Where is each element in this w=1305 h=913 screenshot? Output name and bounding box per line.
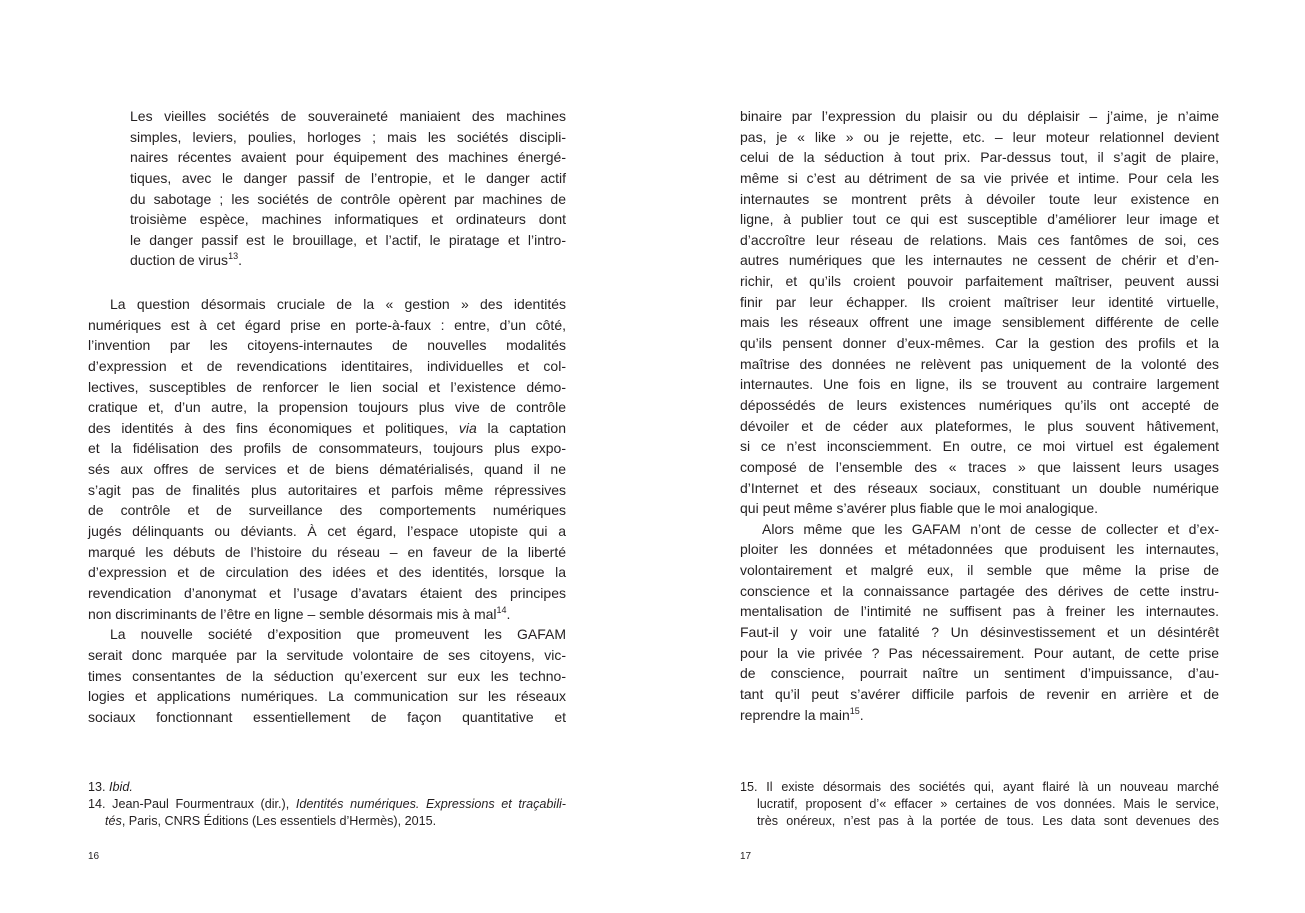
page-number-left: 16 (88, 851, 100, 862)
text-line (740, 796, 1219, 813)
text: troisième espèce, machines informatiques et ordinateurs dont (130, 211, 566, 228)
left-footnotes (88, 779, 566, 830)
text: des identités à des fins économiques et politiques, (88, 419, 459, 436)
text-line (88, 397, 566, 418)
text: mentalisation de l’intimité ne suffisent pas à freiner les internautes. (740, 603, 1219, 620)
text: de contrôle et de surveillance des comportements numériques (88, 502, 566, 519)
text: sociaux fonctionnant essentiellement de façon quantitative et (88, 708, 566, 725)
text: duction de virus (130, 252, 229, 269)
text-line (130, 106, 566, 127)
text: marqué les débuts de l’histoire du réseau – en faveur de la liberté (88, 543, 566, 560)
text: maîtrise des données ne relèvent pas uniquement de la volonté des (740, 355, 1219, 372)
italic-text: Identités numériques. Expressions et traçabili- (295, 797, 566, 811)
text-line (740, 292, 1219, 313)
text: 14. Jean-Paul Fourmentraux (dir.), (88, 797, 296, 811)
text-line (88, 377, 566, 398)
text: richir, et qu’ils croient pouvoir parfaitement maîtriser, peuvent aussi (740, 273, 1219, 290)
italic-text: tés (105, 814, 122, 828)
text: mais les réseaux offrent une image sensiblement différente de celle (740, 314, 1219, 331)
text: ploiter les données et métadonnées que produisent les internautes, (740, 541, 1219, 558)
text-line (88, 779, 566, 796)
text-line (88, 796, 566, 813)
page-number-right: 17 (740, 851, 752, 862)
text: revendication d’anonymat et l’usage d’avatars étaient des principes (88, 584, 566, 601)
right-footnotes (740, 779, 1219, 830)
text: reprendre la main (740, 706, 850, 723)
text: times consentantes de la séduction qu’exercent sur eux les techno- (88, 667, 566, 684)
text-line (88, 500, 566, 521)
footnote-ref: 15 (849, 705, 860, 716)
text-line (740, 779, 1219, 796)
text: 15. Il existe désormais des sociétés qui, ayant flairé là un nouveau marché (740, 780, 1219, 794)
left-body-text (88, 294, 566, 727)
text-line (740, 581, 1219, 602)
text-line (88, 356, 566, 377)
text-line (740, 519, 1219, 540)
text-line (88, 604, 566, 625)
text-line (740, 271, 1219, 292)
text: même si c’est au détriment de sa vie privée et intime. Pour cela les (740, 169, 1219, 186)
text: non discriminants de l’être en ligne – semble désormais mis à mal (88, 605, 497, 622)
text: , Paris, CNRS Éditions (Les essentiels d’Hermès), 2015. (121, 814, 437, 828)
text-line (740, 622, 1219, 643)
text-line (88, 294, 566, 315)
text-line (88, 813, 566, 830)
text: jugés délinquants ou déviants. À cet égard, l’espace utopiste qui a (88, 523, 566, 540)
text-line (740, 230, 1219, 251)
text: très onéreux, n’est pas à la portée de tous. Les data sont devenues des (757, 814, 1219, 828)
text-line (130, 209, 566, 230)
footnote-ref: 13 (228, 251, 239, 262)
text-line (740, 189, 1219, 210)
text-line (740, 127, 1219, 148)
text-line (88, 707, 566, 728)
text-line (88, 438, 566, 459)
text: dévoiler et de céder aux plateformes, le plus souvent hâtivement, (740, 417, 1219, 434)
text: celui de la séduction à tout prix. Par-dessus tout, il s’agit de plaire, (740, 149, 1219, 166)
footnote-ref: 14 (496, 604, 507, 615)
text-line (740, 663, 1219, 684)
text: dépossédés de leurs existences numériques qu’ils ont accepté de (740, 396, 1219, 413)
text: finir par leur échapper. Ils croient maîtriser leur identité virtuelle, (740, 293, 1219, 310)
text: pas, je « like » ou je rejette, etc. – leur moteur relationnel devient (740, 128, 1219, 145)
text-line (740, 250, 1219, 271)
text-line (740, 684, 1219, 705)
text: volontairement et malgré eux, il semble que même la prise de (740, 562, 1219, 579)
text-line (740, 539, 1219, 560)
text: . (238, 252, 242, 269)
text: internautes. Une fois en ligne, ils se trouvent au contraire largement (740, 376, 1219, 393)
text-line (88, 666, 566, 687)
italic-text: Ibid. (109, 780, 133, 794)
text-line (88, 418, 566, 439)
text: et la fidélisation des profils de consommateurs, toujours plus expo- (88, 440, 566, 457)
text-line (88, 335, 566, 356)
text: du sabotage ; les sociétés de contrôle opèrent par machines de (130, 190, 566, 207)
text-line (740, 560, 1219, 581)
text: qui peut même s’avérer plus fiable que le moi analogique. (740, 500, 1098, 517)
text: serait donc marquée par la servitude volontaire de ses citoyens, vic- (88, 646, 566, 663)
text: binaire par l’expression du plaisir ou du déplaisir – j’aime, je n’aime (740, 108, 1219, 124)
text: . (506, 605, 511, 622)
text: conscience et la connaissance partagée des dérives de cette instru- (740, 582, 1219, 599)
text-line (130, 189, 566, 210)
text: la captation (476, 419, 566, 436)
right-body-text (740, 106, 1219, 725)
text-line (740, 643, 1219, 664)
text-line (88, 645, 566, 666)
text: l’invention par les citoyens-internautes de nouvelles modalités (88, 337, 566, 354)
text: 13. (88, 780, 110, 794)
text-line (130, 147, 566, 168)
text-line (130, 250, 566, 271)
text-line (740, 436, 1219, 457)
text: lectives, susceptibles de renforcer le lien social et l’existence démo- (88, 378, 566, 395)
text: d’expression et de revendications identitaires, individuelles et col- (88, 357, 566, 374)
text-line (740, 705, 1219, 726)
text: . (859, 706, 864, 723)
text: s’agit pas de finalités plus autoritaires et parfois même répressives (88, 481, 566, 498)
text: simples, leviers, poulies, horloges ; mais les sociétés discipli- (130, 128, 566, 145)
text: cratique et, d’un autre, la propension toujours plus vive de contrôle (88, 399, 566, 416)
text-line (740, 312, 1219, 333)
text: lucratif, proposent d’« effacer » certaines de vos données. Mais le service, (757, 797, 1219, 811)
text: logies et applications numériques. La communication sur les réseaux (88, 688, 566, 705)
text-line (88, 562, 566, 583)
text-line (88, 583, 566, 604)
text: naires récentes avaient pour équipement des machines énergé- (130, 149, 566, 166)
text-line (740, 333, 1219, 354)
text-line (740, 416, 1219, 437)
text: tiques, avec le danger passif de l’entropie, et le danger actif (130, 169, 566, 186)
text: si ce n’est inconsciemment. En outre, ce moi virtuel est également (740, 438, 1219, 455)
text: sés aux offres de services et de biens dématérialisés, quand il ne (88, 461, 566, 478)
text: autres numériques que les internautes ne cessent de chérir et d’en- (740, 252, 1219, 269)
text-line (740, 354, 1219, 375)
text: numériques est à cet égard prise en porte-à-faux : entre, d’un côté, (88, 316, 566, 333)
text-line (88, 686, 566, 707)
text-line (740, 374, 1219, 395)
text-line (88, 459, 566, 480)
text: d’accroître leur réseau de relations. Mais ces fantômes de soi, ces (740, 231, 1219, 248)
text: tant qu’il peut s’avérer difficile parfois de revenir en arrière et de (740, 685, 1219, 702)
text-line (740, 601, 1219, 622)
text-line (740, 813, 1219, 830)
text: pour la vie privée ? Pas nécessairement. Pour autant, de cette prise (740, 644, 1219, 661)
text-line (740, 395, 1219, 416)
text: composé de l’ensemble des « traces » que laissent leurs usages (740, 458, 1219, 475)
text-line (740, 209, 1219, 230)
text: Faut-il y voir une fatalité ? Un désinvestissement et un désintérêt (740, 624, 1219, 641)
text-line (130, 127, 566, 148)
text: ligne, à publier tout ce qui est susceptible d’améliorer leur image et (740, 211, 1219, 228)
text: qu’ils pensent donner d’eux-mêmes. Car la gestion des profils et la (740, 335, 1219, 352)
text-line (130, 230, 566, 251)
text-line (88, 521, 566, 542)
text: internautes se montrent prêts à dévoiler toute leur existence en (740, 190, 1219, 207)
text: le danger passif est le brouillage, et l’actif, le piratage et l’intro- (130, 231, 566, 248)
text-line (88, 542, 566, 563)
text-line (740, 147, 1219, 168)
text: Alors même que les GAFAM n’ont de cesse de collecter et d’ex- (762, 520, 1219, 537)
text-line (88, 624, 566, 645)
block-quote (130, 106, 566, 271)
text: La question désormais cruciale de la « gestion » des identités (110, 296, 566, 312)
text-line (740, 106, 1219, 127)
text: d’Internet et des réseaux sociaux, constituant un double numérique (740, 479, 1219, 496)
text: de conscience, pourrait naître un sentiment d’impuissance, d’au- (740, 665, 1219, 682)
text-line (740, 498, 1219, 519)
text-line (88, 315, 566, 336)
text: d’expression et de circulation des idées et des identités, lorsque la (88, 564, 566, 581)
text: Les vieilles sociétés de souveraineté maniaient des machines (130, 108, 566, 124)
text-line (130, 168, 566, 189)
italic-text: via (458, 419, 477, 436)
text-line (740, 168, 1219, 189)
text-line (740, 457, 1219, 478)
text-line (740, 478, 1219, 499)
text: La nouvelle société d’exposition que promeuvent les GAFAM (110, 626, 566, 643)
text-line (88, 480, 566, 501)
